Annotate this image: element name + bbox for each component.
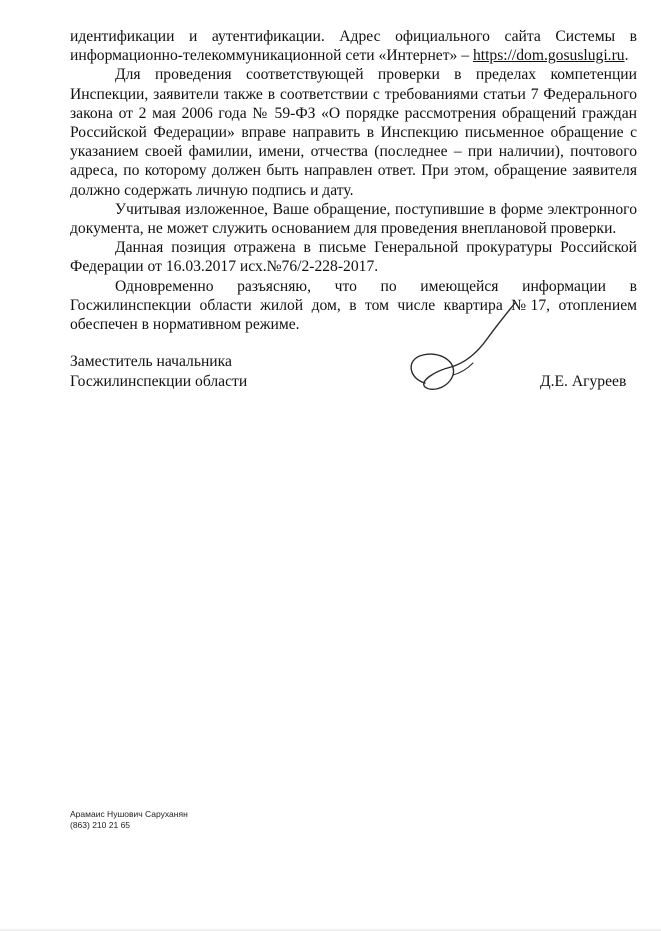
signatory-name: Д.Е. Агуреев xyxy=(540,373,627,390)
paragraph-website-end: . xyxy=(624,47,629,65)
paragraph-written-appeal: Для проведения соответствующей проверки в пределах компетенции Инспекции, заявители также в соответствии с требованиями статьи 7 Федерального закона от 2 мая 2006 года № 59-ФЗ «О порядке рассмотрения обращений граждан Российской Федерации» вправе направить в Инспекцию письменное обращение с указанием своей фамилии, имени, отчества (последнее – при наличии), почтового адреса, по которому должен быть направлен ответ. При этом, обращение заявителя должно содержать личную подпись и дату. xyxy=(70,66,637,199)
signatory-position xyxy=(70,352,247,391)
paragraph-conclusion: Учитывая изложенное, Ваше обращение, поступившие в форме электронного документа, не может служить основанием для проведения внеплановой проверки. xyxy=(70,200,637,238)
paragraph-website-text: идентификации и аутентификации. Адрес официального сайта Системы в информационно-телекоммуникационной сети «Интернет» – xyxy=(70,28,637,65)
executor-info xyxy=(70,809,188,831)
handwritten-signature xyxy=(395,295,545,415)
gosuslugi-link[interactable]: https://dom.gosuslugi.ru xyxy=(472,47,625,65)
executor-phone: (863) 210 21 65 xyxy=(70,820,131,830)
paragraph-prosecutor-letter: Данная позиция отражена в письме Генеральной прокуратуры Российской Федерации от 16.03.2017 исх.№76/2-228-2017. xyxy=(70,239,637,276)
paragraph-heating: Одновременно разъясняю, что по имеющейся информации в Госжилинспекции области жилой дом, в том числе квартира №17, отоплением обеспечен в нормативном режиме. xyxy=(70,277,637,334)
paragraph-website xyxy=(70,27,637,65)
signatory-position-line1: Заместитель начальника xyxy=(70,353,232,370)
executor-name: Арамаис Нушович Саруханян xyxy=(70,809,188,819)
signatory-position-line2: Госжилинспекции области xyxy=(70,372,248,390)
letter-body xyxy=(70,27,637,334)
